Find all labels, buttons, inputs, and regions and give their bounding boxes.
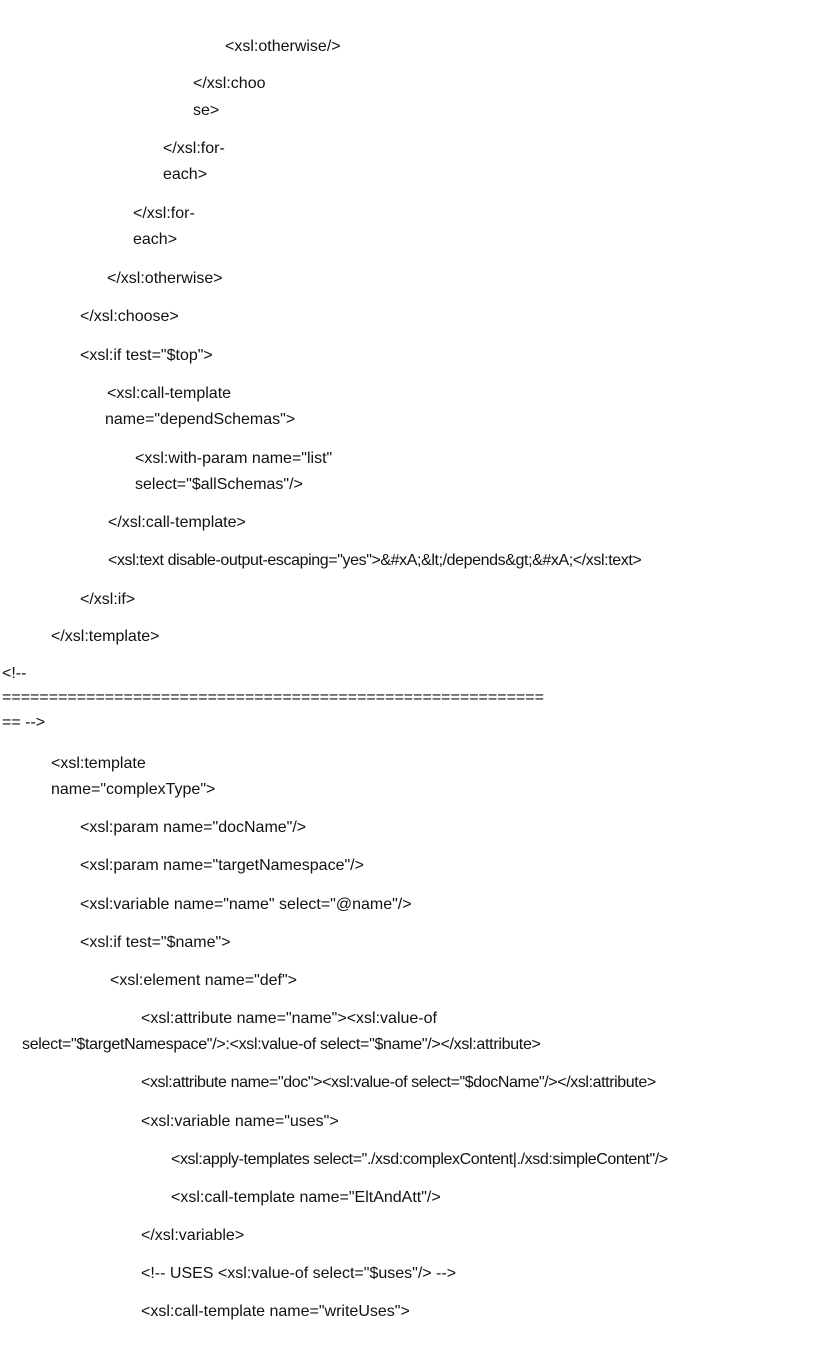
- code-line: each>: [163, 166, 208, 183]
- code-line: <xsl:apply-templates select="./xsd:complexContent|./xsd:simpleContent"/>: [171, 1151, 668, 1168]
- code-line: </xsl:for-: [133, 205, 195, 222]
- code-line: <xsl:call-template name="EltAndAtt"/>: [171, 1189, 441, 1206]
- code-line: <xsl:if test="$top">: [80, 347, 213, 364]
- code-line: <xsl:attribute name="name"><xsl:value-of: [141, 1010, 437, 1027]
- code-line: </xsl:template>: [51, 628, 160, 645]
- code-line: <xsl:template: [51, 755, 146, 772]
- code-line: </xsl:call-template>: [108, 514, 246, 531]
- code-line: <xsl:param name="targetNamespace"/>: [80, 857, 364, 874]
- code-line: </xsl:choo: [193, 75, 266, 92]
- code-line: <!-- USES <xsl:value-of select="$uses"/> -->: [141, 1265, 457, 1282]
- code-line: == -->: [2, 714, 46, 731]
- code-line: <xsl:with-param name="list": [135, 450, 333, 467]
- code-line: <xsl:attribute name="doc"><xsl:value-of select="$docName"/></xsl:attribute>: [141, 1074, 656, 1091]
- code-line: </xsl:if>: [80, 591, 136, 608]
- code-line: <xsl:if test="$name">: [80, 934, 231, 951]
- code-line: se>: [193, 102, 220, 119]
- code-line: <xsl:call-template: [107, 385, 232, 402]
- code-line: <xsl:element name="def">: [110, 972, 298, 989]
- code-line: <xsl:call-template name="writeUses">: [141, 1303, 410, 1320]
- code-line: <xsl:text disable-output-escaping="yes">&#xA;&lt;/depends&gt;&#xA;</xsl:text>: [108, 552, 642, 569]
- code-line: ==========================================================: [2, 689, 544, 706]
- code-line: <xsl:variable name="name" select="@name"/>: [80, 896, 412, 913]
- code-line: <!--: [2, 665, 27, 682]
- code-line: select="$allSchemas"/>: [135, 476, 303, 493]
- code-line: select="$targetNamespace"/>:<xsl:value-of select="$name"/></xsl:attribute>: [22, 1036, 541, 1053]
- code-line: <xsl:otherwise/>: [225, 38, 341, 55]
- code-line: each>: [133, 231, 178, 248]
- code-line: </xsl:for-: [163, 140, 225, 157]
- code-line: </xsl:variable>: [141, 1227, 245, 1244]
- code-line: name="dependSchemas">: [105, 411, 296, 428]
- code-line: </xsl:choose>: [80, 308, 179, 325]
- code-line: </xsl:otherwise>: [107, 270, 223, 287]
- code-line: <xsl:param name="docName"/>: [80, 819, 307, 836]
- code-line: name="complexType">: [51, 781, 216, 798]
- code-line: <xsl:variable name="uses">: [141, 1113, 339, 1130]
